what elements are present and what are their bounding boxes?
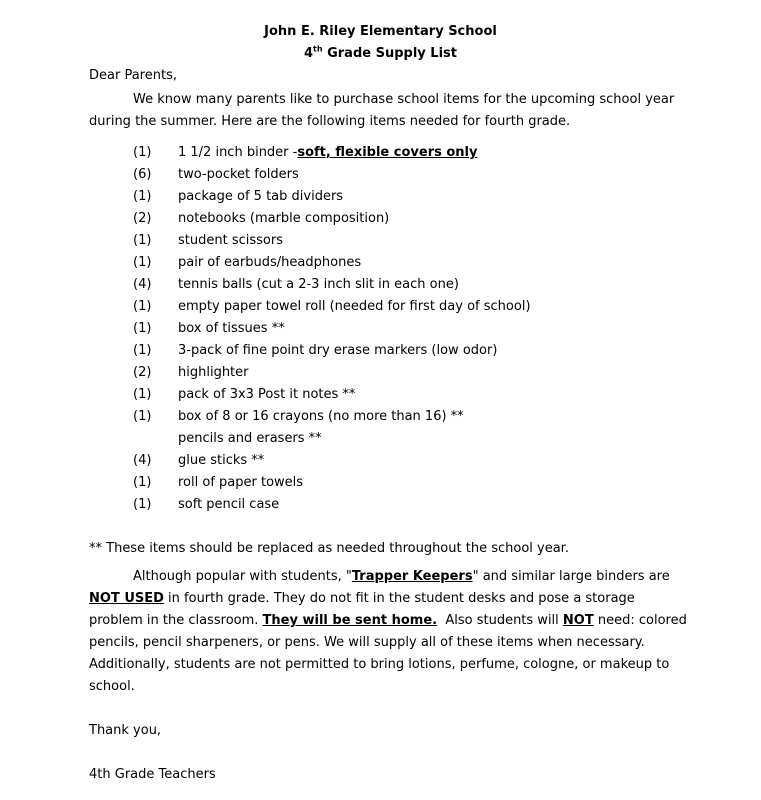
policy-line-6: school.: [89, 679, 135, 694]
supply-list-document: John E. Riley Elementary School 4th Grade Supply List Dear Parents, We know many parents like to purchase school items for the upcoming school year during the summer. Here are the following items needed for fourth grade. (1) 1 1/2 inch binder -soft, flexible covers only (6) two-pocket folders (1) package of 5 tab dividers (2) notebooks (marble composition) (1) student scissors (1) pair of earbuds/headphones (4) tennis balls (cut a 2-3 inch slit in each one) (1) empty paper towel roll (needed for first day of school) (1) box of tissues ** (1) 3-pack of fine point dry erase markers (low odor) (2) highlighter (1) pack of 3x3 Post it notes ** (1) box of 8 or 16 crayons (no more than 16) ** pencils and erasers ** (4) glue sticks ** (1) roll of paper towels (1) soft pencil case ** These items should be replaced as needed throughout the school year. Although popular with students, "Trapper Keepers" and similar large binders are NOT USED in fourth grade. They do not fit in the student desks and pose a storage problem in the classroom. They will be sent home. Also students will NOT need: colored pencils, pencil sharpeners, or pens. We will supply all of these items when necessary. Additionally, students are not permitted to bring lotions, perfume, cologne, or makeup to school. Thank you, 4th Grade Teachers: [0, 0, 761, 800]
policy-line-4: pencils, pencil sharpeners, or pens. We will supply all of these items when necessary.: [89, 635, 645, 650]
emphasis-text: NOT: [562, 613, 594, 628]
intro-line-2: during the summer. Here are the following items needed for fourth grade.: [89, 114, 571, 129]
closing: Thank you,: [89, 723, 162, 738]
intro-line-1: We know many parents like to purchase school items for the upcoming school year: [133, 92, 675, 107]
replacement-note: ** These items should be replaced as needed throughout the school year.: [89, 541, 569, 556]
list-title: [0, 46, 761, 61]
grade-number: 4: [304, 46, 314, 61]
emphasis-text: soft, flexible covers only: [297, 145, 478, 160]
emphasis-text: Trapper Keepers: [351, 569, 473, 584]
policy-line-2: NOT USED in fourth grade. They do not fit in the student desks and pose a storage: [89, 591, 635, 606]
policy-line-5: Additionally, students are not permitted to bring lotions, perfume, cologne, or makeup to: [89, 657, 670, 672]
policy-line-3: problem in the classroom. They will be sent home. Also students will NOT need: colored: [89, 613, 687, 628]
list-title-text: Grade Supply List: [322, 46, 457, 61]
emphasis-text: NOT USED: [89, 591, 164, 606]
signature: 4th Grade Teachers: [89, 767, 216, 782]
emphasis-text: They will be sent home.: [262, 613, 438, 628]
greeting: Dear Parents,: [89, 68, 177, 83]
school-name: John E. Riley Elementary School: [264, 24, 497, 39]
policy-line-1: Although popular with students, "Trapper Keepers" and similar large binders are: [133, 569, 670, 584]
grade-suffix: th: [313, 44, 323, 54]
